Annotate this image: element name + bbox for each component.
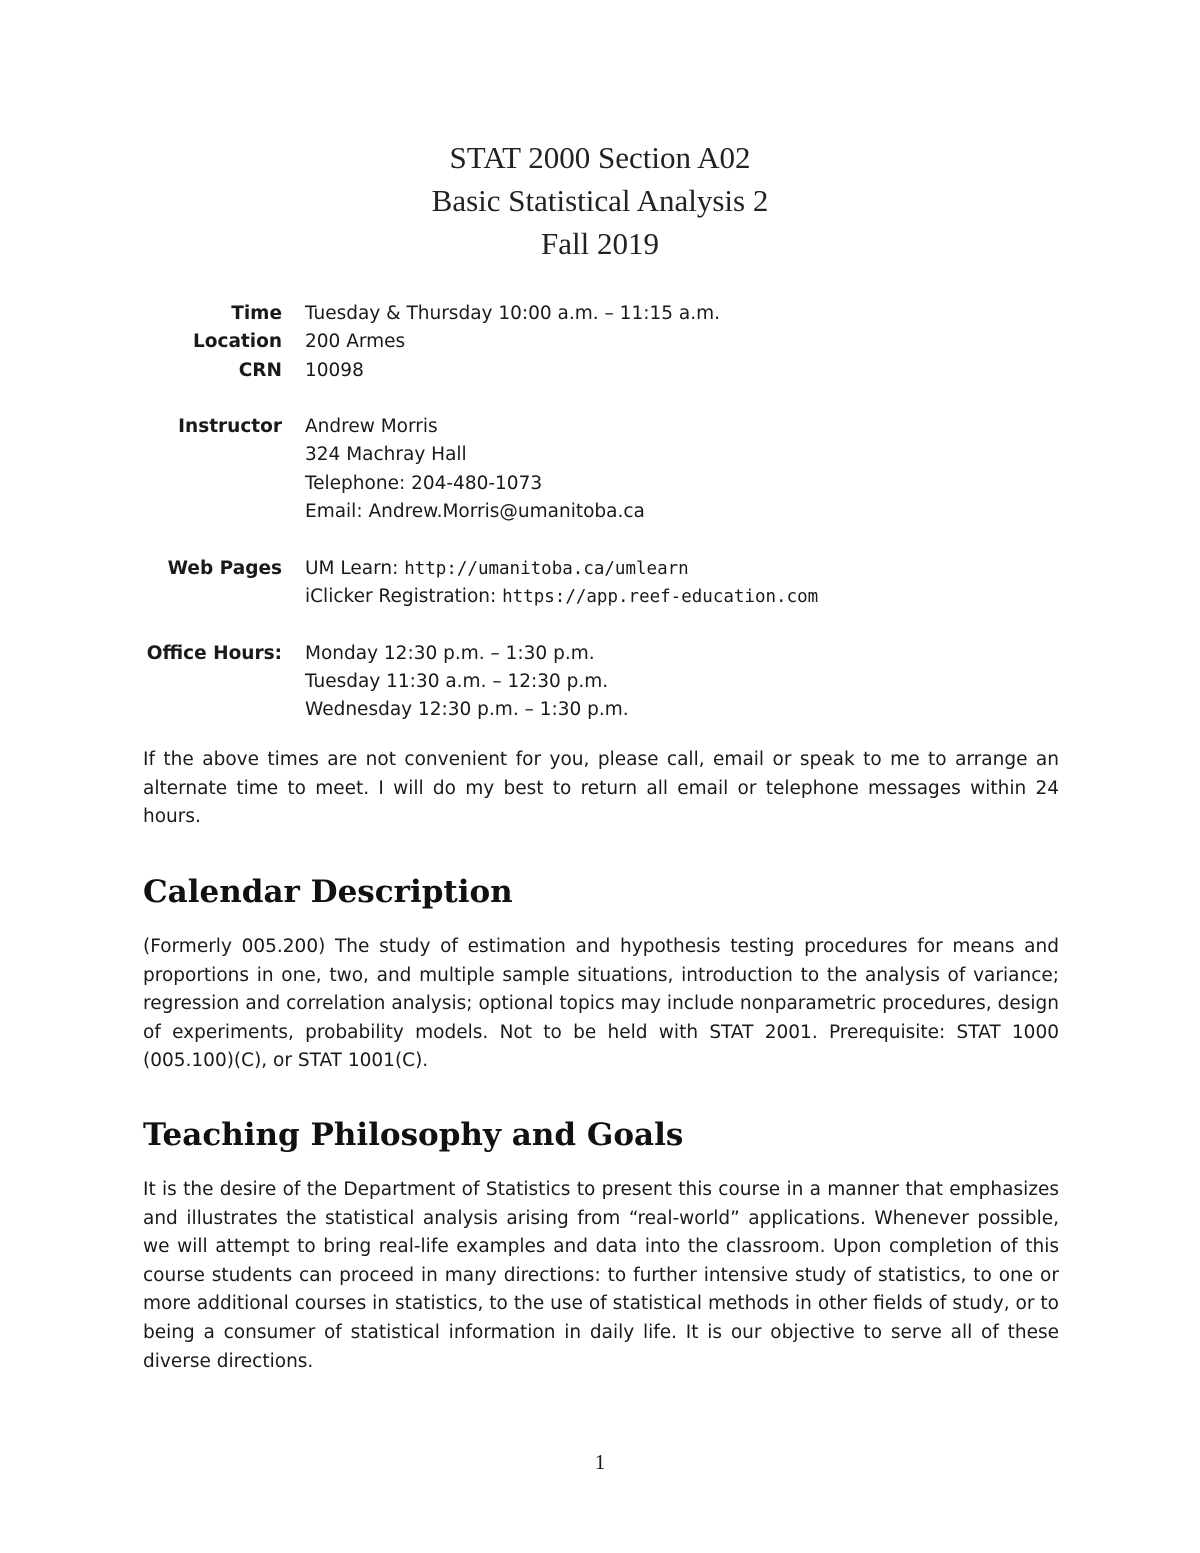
calendar-description-text: (Formerly 005.200) The study of estimation and hypothesis testing procedures for means and proportions in one, two, and multiple sample situations, introduction to the analysis of variance; regression and correlation analysis; optional topics may include nonparametric procedures, design of experiments, probability models. Not to be held with STAT 2001. Prerequisite: STAT 1000 (005.100)(C), or STAT 1001(C). <box>143 936 1059 1072</box>
iclicker-link[interactable]: https://app.reef-education.com <box>502 586 819 607</box>
info-row-location <box>100 328 1100 356</box>
office-hours-details <box>305 640 1100 725</box>
um-learn-prefix: UM Learn: <box>305 557 405 579</box>
info-row-web-pages <box>100 555 1100 612</box>
time-label: Time <box>231 303 282 324</box>
calendar-description-heading: Calendar Description <box>143 874 513 910</box>
instructor-label: Instructor <box>178 416 282 438</box>
term-title: Fall 2019 <box>541 226 659 261</box>
instructor-details <box>305 413 1100 526</box>
crn-value: 10098 <box>305 359 364 381</box>
info-row-time <box>100 300 1100 328</box>
office-hours-monday: Monday 12:30 p.m. – 1:30 p.m. <box>305 642 595 664</box>
um-learn-link[interactable]: http://umanitoba.ca/umlearn <box>404 558 689 579</box>
iclicker-prefix: iClicker Registration: <box>305 585 503 607</box>
info-row-crn <box>100 357 1100 385</box>
time-value: Tuesday & Thursday 10:00 a.m. – 11:15 a.m. <box>305 303 720 324</box>
um-learn-line <box>305 555 1100 583</box>
course-name-title: Basic Statistical Analysis 2 <box>431 183 769 218</box>
crn-label: CRN <box>238 359 282 381</box>
course-title-block <box>0 136 1200 265</box>
web-pages-details <box>305 555 1100 612</box>
teaching-philosophy-heading: Teaching Philosophy and Goals <box>143 1117 684 1153</box>
iclicker-line <box>305 583 1100 611</box>
location-label: Location <box>192 331 282 353</box>
course-code-title: STAT 2000 Section A02 <box>449 140 751 175</box>
instructor-telephone: Telephone: 204-480-1073 <box>305 472 543 494</box>
office-hours-wednesday: Wednesday 12:30 p.m. – 1:30 p.m. <box>305 699 629 721</box>
info-row-office-hours <box>100 640 1100 725</box>
info-row-instructor <box>100 413 1100 526</box>
availability-paragraph: If the above times are not convenient for you, please call, email or speak to me to arrange an alternate time to meet. I will do my best to return all email or telephone messages within 24 hours. <box>143 749 1059 828</box>
page-number: 1 <box>594 1450 606 1474</box>
office-hours-label: Office Hours: <box>146 642 282 664</box>
course-info-table <box>100 300 1100 724</box>
instructor-email: Email: Andrew.Morris@umanitoba.ca <box>305 501 645 523</box>
instructor-office: 324 Machray Hall <box>305 444 467 466</box>
office-hours-tuesday: Tuesday 11:30 a.m. – 12:30 p.m. <box>305 670 609 692</box>
web-pages-label: Web Pages <box>167 557 282 579</box>
instructor-name: Andrew Morris <box>305 416 438 438</box>
teaching-philosophy-text: It is the desire of the Department of Statistics to present this course in a manner that emphasizes and illustrates the statistical analysis arising from “real-world” applications. Whenever possible, we will attempt to bring real-life examples and data into the classroom. Upon completion of this course students can proceed in many directions: to further intensive study of statistics, to one or more additional courses in statistics, to the use of statistical methods in other fields of study, or to being a consumer of statistical information in daily life. It is our objective to serve all of these diverse directions. <box>143 1179 1059 1372</box>
location-value: 200 Armes <box>305 331 406 353</box>
